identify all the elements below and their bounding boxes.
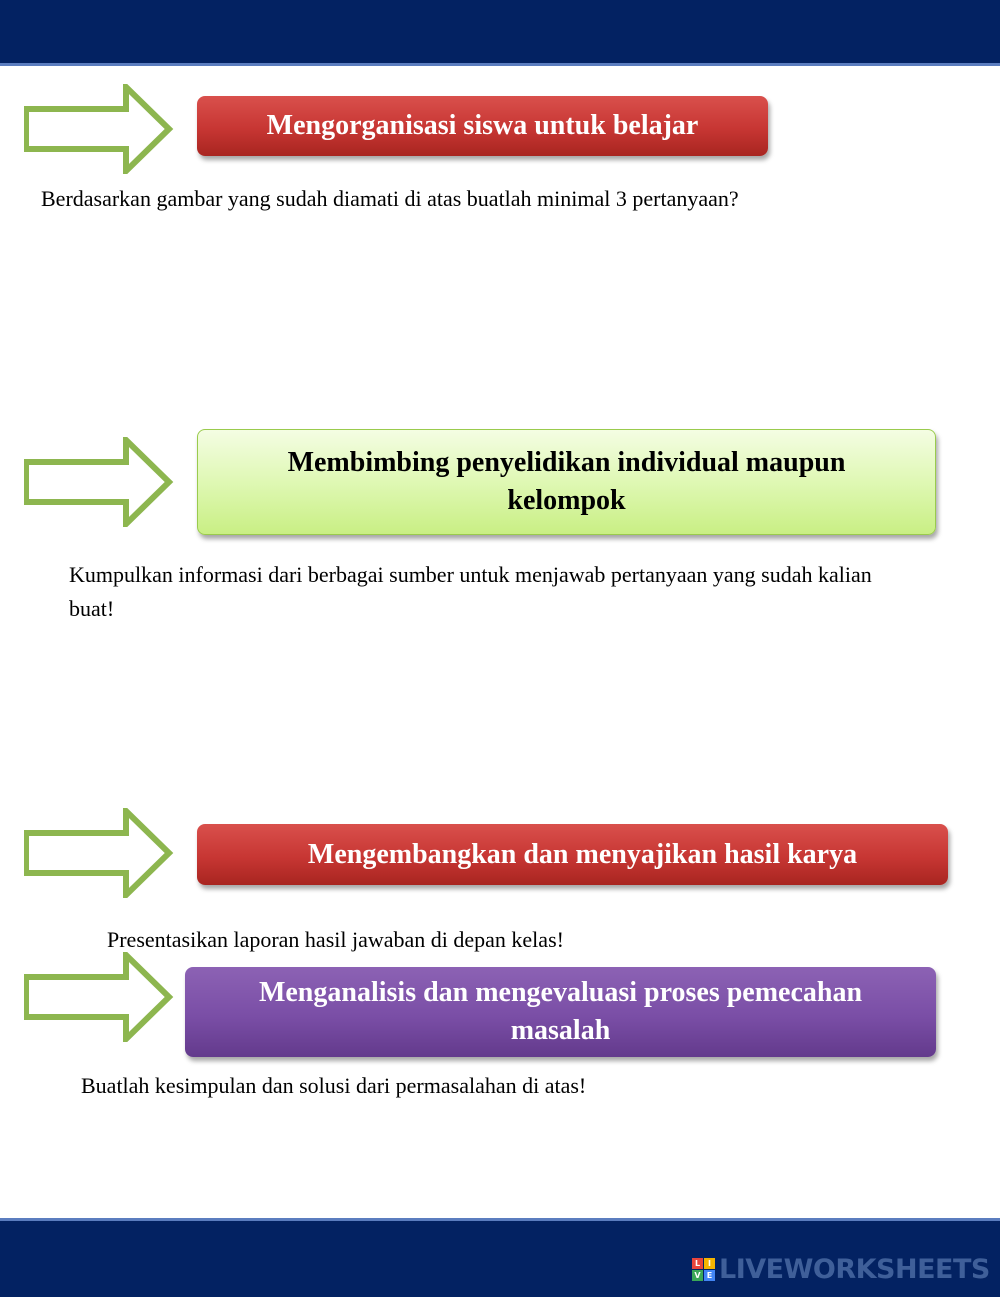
section-4-instruction: Buatlah kesimpulan dan solusi dari permasalahan di atas! <box>81 1073 587 1098</box>
right-arrow-icon <box>24 808 174 898</box>
logo-letter: E <box>704 1270 715 1281</box>
section-1-heading: Mengorganisasi siswa untuk belajar <box>197 96 768 156</box>
right-arrow-icon <box>24 84 174 174</box>
section-4-heading: Menganalisis dan mengevaluasi proses pemecahan masalah <box>185 967 936 1057</box>
logo-letter: L <box>692 1258 703 1269</box>
liveworksheets-logo <box>692 1252 990 1286</box>
section-3-instruction: Presentasikan laporan hasil jawaban di depan kelas! <box>107 927 564 952</box>
section-3-heading: Mengembangkan dan menyajikan hasil karya <box>197 824 948 885</box>
right-arrow-icon <box>24 437 174 527</box>
logo-letter: V <box>692 1270 703 1281</box>
logo-letter: I <box>704 1258 715 1269</box>
logo-text: LIVEWORKSHEETS <box>719 1253 990 1285</box>
right-arrow-icon <box>24 952 174 1042</box>
logo-squares-icon <box>692 1258 715 1281</box>
section-2-instruction: Kumpulkan informasi dari berbagai sumber untuk menjawab pertanyaan yang sudah kalian buat! <box>69 562 872 621</box>
section-1-instruction: Berdasarkan gambar yang sudah diamati di atas buatlah minimal 3 pertanyaan? <box>41 186 739 211</box>
header-bar <box>0 0 1000 66</box>
section-2-heading: Membimbing penyelidikan individual maupun kelompok <box>197 429 936 535</box>
